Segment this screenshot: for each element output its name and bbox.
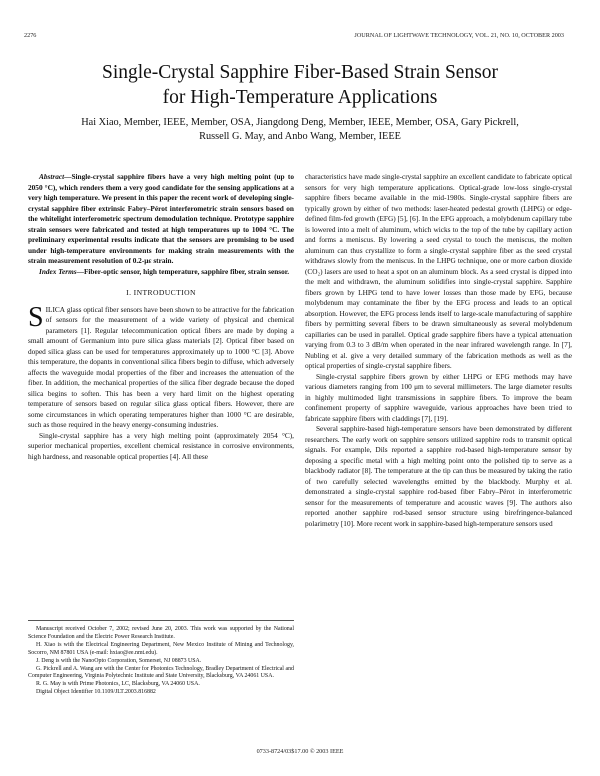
footnote-manuscript: Manuscript received October 7, 2002; revised June 20, 2003. This work was supported by the National Science Foundation and the Electric Power Research Institute. <box>28 626 294 640</box>
abstract: Abstract—Single-crystal sapphire fibers have a very high melting point (up to 2050 °C), which renders them a very good candidate for the sensing applications at a very high temperature. We present in this paper the recent work of developing single-crystal sapphire fiber extrinsic Fabry–Pérot interferometric strain sensors based on the whitelight interferometric spectrum demodulation technique. Prototype sapphire strain sensors were fabricated and tested at high temperatures up to 1004 °C. The preliminary experimental results indicate that the sensors are promising to be used under high-temperature environments for making strain measurements with the strain measurement resolution of 0.2-με strain. <box>28 172 294 265</box>
footnote-xiao: H. Xiao is with the Electrical Engineering Department, New Mexico Institute of Mining and Technology, Socorro, NM 87801 USA (e-mail: hxiao@ee.nmt.edu). <box>28 641 294 656</box>
page-number: 2276 <box>24 32 37 39</box>
footnote-deng: J. Deng is with the NanoOpto Corporation, Somerset, NJ 08873 USA. <box>36 657 202 664</box>
footnote-pickrell-wang: G. Pickrell and A. Wang are with the Center for Photonics Technology, Bradley Department of Electrical and Computer Engineering, Virginia Polytechnic Institute and State University, Blacksburg, VA 24061 USA. <box>28 665 294 680</box>
authors-line-2: Russell G. May, and Anbo Wang, Member, IEEE <box>199 131 401 142</box>
left-column <box>28 172 294 462</box>
drop-cap: S <box>28 301 44 333</box>
footnote-divider <box>28 620 294 621</box>
paper-title <box>20 60 580 110</box>
author-list <box>30 116 570 144</box>
index-terms-label: Index Terms <box>39 266 77 276</box>
intro-paragraph-1 <box>28 301 294 431</box>
abstract-text: Single-crystal sapphire fibers have a very high melting point (up to 2050 °C), which renders them a very good candidate for the sensing applications at a very high temperature. We present in this paper the recent work of developing single-crystal sapphire fiber extrinsic Fabry–Pérot interferometric strain sensors based on the whitelight interferometric spectrum demodulation technique. Prototype sapphire strain sensors were fabricated and tested at high temperatures up to 1004 °C. The preliminary experimental results indicate that the sensors are promising to be used under high-temperature environments for making strain measurements with the strain measurement resolution of 0.2-με strain. <box>28 172 294 265</box>
title-line-1: Single-Crystal Sapphire Fiber-Based Strain Sensor <box>101 62 499 83</box>
footnote-doi: Digital Object Identifier 10.1109/JLT.2003.816882 <box>36 689 156 696</box>
right-column <box>305 172 572 529</box>
footnotes <box>28 626 294 697</box>
intro-paragraph-2: Single-crystal sapphire has a very high melting point (approximately 2054 °C), superior mechanical properties, excellent chemical resistance in corrosive environments, high hardness, and reasonable optical properties [4]. All these <box>28 430 294 461</box>
copyright-footer: 0733-8724/03$17.00 © 2003 IEEE <box>256 748 344 755</box>
intro-first-word: ILICA <box>45 304 66 314</box>
index-terms: Index Terms—Fiber-optic sensor, high temperature, sapphire fiber, strain sensor. <box>39 266 290 276</box>
journal-header: JOURNAL OF LIGHTWAVE TECHNOLOGY, VOL. 21, NO. 10, OCTOBER 2003 <box>354 32 564 39</box>
title-line-2: for High-Temperature Applications <box>162 87 438 108</box>
abstract-label: Abstract <box>39 172 65 181</box>
intro-paragraph-1-text: glass optical fiber sensors have been shown to be attractive for the fabrication of sensors for the measurement of a wide variety of physical and chemical parameters [1]. Regular telecommunication optical fibers are made by doping a small amount of Germanium into pure silica glass materials [2]. Optical fiber based on doped silica glass can be used for temperatures approximately up to 1000 °C [3]. Above this temperature, the dopants in conventional silica fibers begin to diffuse, which adversely affects the waveguide modal properties of the fiber and increases the attenuation of the fiber. In addition, the mechanical properties of the silica fiber degrade because the doped silica begins to soften. This has been a very hard limit on the highest operating temperature of sensors based on regular silica glass optical fibers. However, there are some circumstances in which operating temperatures higher than 1000 °C are desirable, such as those required in the heavy energy-consuming industries. <box>28 304 294 429</box>
right-paragraph-3: Several sapphire-based high-temperature sensors have been demonstrated by different researchers. The early work on sapphire sensors utilized sapphire rods to transmit optical signals. For example, Dils reported a sapphire rod-based high-temperature sensor by deposing a specific metal with a high melting point onto the polished tip to serve as a blackbody radiator [8]. The temperature at the tip can thus be measured by taking the ratio of two carefully selected wavelengths emitted by the blackbody. Murphy et al. demonstrated a single-crystal sapphire rod-based fiber Fabry–Pérot in interferometric sensor for the measurements of temperature and acoustic waves [9]. The authors also reported another sapphire rod-based sensor structure using birefringence-balanced polarimetry [10]. More recent work in sapphire-based high-temperature sensors used <box>305 424 572 528</box>
footnote-may: R. G. May is with Prime Photonics, LC, Blacksburg, VA 24060 USA. <box>36 681 200 688</box>
index-terms-text: Fiber-optic sensor, high temperature, sapphire fiber, strain sensor. <box>83 266 290 276</box>
section-heading-introduction: I. INTRODUCTION <box>126 288 196 297</box>
introduction-body <box>28 301 294 463</box>
authors-line-1: Hai Xiao, Member, IEEE, Member, OSA, Jiangdong Deng, Member, IEEE, Member, OSA, Gary Pickrell, <box>81 117 519 128</box>
right-paragraph-1: characteristics have made single-crystal sapphire an excellent candidate to fabricate optical sensors for very high temperature applications. Optical-grade low-loss single-crystal sapphire fibers became available in the mid-1980s. Single-crystal sapphire fibers are typically grown by either of two methods: laser-heated pedestal growth (LHPG) or edge-defined film-fed growth (EFG) [5], [6]. In the EFG approach, a molybdenum capillary tube is lowered into a melt of aluminum, which wicks to the top of the tube by capillary action and forms a meniscus. By lowering a seed crystal to touch the meniscus, the molten aluminum can thus crystallize to form a single-crystal sapphire fiber as the seed crystal withdraws slowly from the meniscus. In the LHPG technique, one or more carbon dioxide (CO₂) lasers are used to heat a spot on an aluminum block. As a seed crystal is dipped into the melt and withdrawn, the aluminum solidifies into single-crystal sapphire. Sapphire fibers grown by LHPG tend to have lower losses than those made by EFG, because molybdenum may contaminate the fiber by the EFG process and leads to an optical absorption. However, the EFG process lends itself to large-scale manufacturing of sapphire fibers by permitting several fibers to be drawn simultaneously as several molybdenum capillaries can be used in parallel. Optical grade sapphire fibers have a typical attenuation varying from 0.3 to 3 dB/m when operated in the near infrared wavelength range. In [7], Nubling et al. give a very detailed summary of the fabrication methods as well as the optical properties of single-crystal sapphire fibers. <box>305 172 572 370</box>
right-paragraph-2: Single-crystal sapphire fibers grown by either LHPG or EFG methods may have various diameters ranging from 100 μm to several millimeters. The large diameter results in highly multimoded light transmissions in sapphire fibers. To improve the beam confinement property of sapphire waveguide, various approaches have been tried to fabricate sapphire fibers with claddings [7], [19]. <box>305 371 572 423</box>
